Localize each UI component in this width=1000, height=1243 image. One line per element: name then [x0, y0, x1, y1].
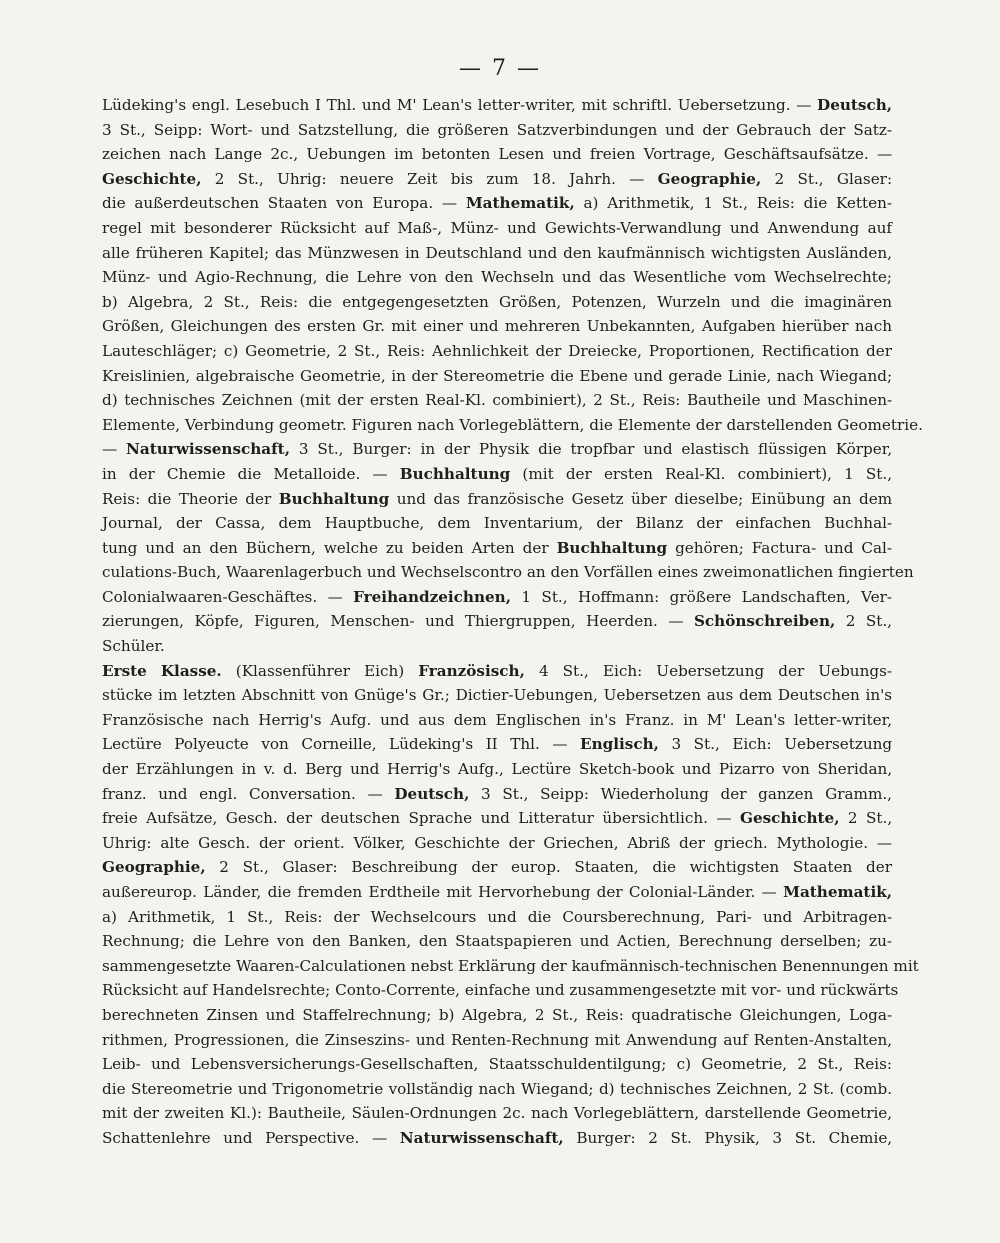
text-line: Rücksicht auf Handelsrechte; Conto-Corrente, einfache und zusammengesetzte mit vor- und rückwärts — [102, 981, 899, 1000]
text-line: Schüler. — [102, 637, 165, 656]
text-line: b) Algebra, 2 St., Reis: die entgegengesetzten Größen, Potenzen, Wurzeln und die imaginären — [102, 292, 893, 311]
text-line: Elemente, Verbindung geometr. Figuren nach Vorlegeblättern, die Elemente der darstellenden Geometrie. — [102, 415, 923, 434]
text-line: franz. und engl. Conversation. — Deutsch, 3 St., Seipp: Wiederholung der ganzen Gramm., — [102, 784, 892, 803]
text-line: Reis: die Theorie der Buchhaltung und das französische Gesetz über dieselbe; Einübung an dem — [102, 489, 893, 508]
text-line: 3 St., Seipp: Wort- und Satzstellung, die größeren Satzverbindungen und der Gebrauch der Satz- — [102, 120, 893, 139]
text-line: tung und an den Büchern, welche zu beiden Arten der Buchhaltung gehören; Factura- und Cal- — [102, 538, 893, 557]
text-line: d) technisches Zeichnen (mit der ersten Real-Kl. combiniert), 2 St., Reis: Bautheile und Maschinen- — [102, 391, 893, 410]
text-line: — Naturwissenschaft, 3 St., Burger: in der Physik die tropfbar und elastisch flüssigen Körper, — [102, 440, 893, 459]
text-line: Leib- und Lebensversicherungs-Gesellschaften, Staatsschuldentilgung; c) Geometrie, 2 St., Reis: — [102, 1055, 892, 1074]
text-line: in der Chemie die Metalloide. — Buchhaltung (mit der ersten Real-Kl. combiniert), 1 St., — [102, 464, 893, 483]
text-line: Lüdeking's engl. Lesebuch I Thl. und M' Lean's letter-writer, mit schriftl. Uebersetzung. — Deutsch, — [102, 96, 893, 114]
text-line: Kreislinien, algebraische Geometrie, in der Stereometrie die Ebene und gerade Linie, nach Wiegand; — [102, 366, 893, 385]
text-line: Lectüre Polyeucte von Corneille, Lüdeking's II Thl. — Englisch, 3 St., Eich: Uebersetzung — [102, 735, 893, 754]
text-line: die Stereometrie und Trigonometrie vollständig nach Wiegand; d) technisches Zeichnen, 2 St. (comb. — [102, 1079, 893, 1098]
text-line: stücke im letzten Abschnitt von Gnüge's Gr.; Dictier-Uebungen, Uebersetzen aus dem Deutschen in's — [102, 686, 893, 705]
text-line: alle früheren Kapitel; das Münzwesen in Deutschland und den kaufmännisch wichtigsten Ausländen, — [102, 243, 892, 262]
text-line: zeichen nach Lange 2c., Uebungen im betonten Lesen und freien Vortrage, Geschäftsaufsätze. — — [102, 145, 893, 164]
text-line: Lauteschläger; c) Geometrie, 2 St., Reis: Aehnlichkeit der Dreiecke, Proportionen, Rectification der — [102, 341, 893, 360]
text-line: Geschichte, 2 St., Uhrig: neuere Zeit bis zum 18. Jahrh. — Geographie, 2 St., Glaser: — [102, 169, 893, 188]
text-line: Colonialwaaren-Geschäftes. — Freihandzeichnen, 1 St., Hoffmann: größere Landschaften, Ver- — [102, 587, 892, 606]
text-line: zierungen, Köpfe, Figuren, Menschen- und Thiergruppen, Heerden. — Schönschreiben, 2 St., — [102, 612, 892, 631]
text-line: außereurop. Länder, die fremden Erdtheile mit Hervorhebung der Colonial-Länder. — Mathematik, — [102, 883, 893, 901]
text-line: Französische nach Herrig's Aufg. und aus dem Englischen in's Franz. in M' Lean's letter-writer, — [102, 710, 893, 729]
text-line: Größen, Gleichungen des ersten Gr. mit einer und mehreren Unbekannten, Aufgaben hierüber nach — [102, 317, 892, 336]
text-line: sammengesetzte Waaren-Calculationen nebst Erklärung der kaufmännisch-technischen Benennungen mit — [102, 956, 919, 975]
text-line: mit der zweiten Kl.): Bautheile, Säulen-Ordnungen 2c. nach Vorlegeblättern, darstellende Geometrie, — [102, 1104, 893, 1123]
text-line: Münz- und Agio-Rechnung, die Lehre von den Wechseln und das Wesentliche vom Wechselrechte; — [102, 268, 893, 287]
text-line: berechneten Zinsen und Staffelrechnung; b) Algebra, 2 St., Reis: quadratische Gleichungen, Loga- — [102, 1005, 893, 1024]
text-line: Erste Klasse. (Klassenführer Eich) Französisch, 4 St., Eich: Uebersetzung der Uebungs- — [102, 661, 893, 680]
text-line: Geographie, 2 St., Glaser: Beschreibung der europ. Staaten, die wichtigsten Staaten der — [102, 858, 892, 877]
text-line: Uhrig: alte Gesch. der orient. Völker, Geschichte der Griechen, Abriß der griech. Mythologie. — — [102, 833, 893, 852]
text-line: Schattenlehre und Perspective. — Naturwissenschaft, Burger: 2 St. Physik, 3 St. Chemie, — [102, 1128, 893, 1147]
text-line: rithmen, Progressionen, die Zinseszins- und Renten-Rechnung mit Anwendung auf Renten-Anstalten, — [102, 1030, 893, 1049]
text-line: die außerdeutschen Staaten von Europa. — Mathematik, a) Arithmetik, 1 St., Reis: die Ketten- — [102, 194, 893, 213]
text-line: culations-Buch, Waarenlagerbuch und Wechselscontro an den Vorfällen eines zweimonatlichen fingierten — [102, 563, 914, 582]
page-number: — 7 — — [459, 56, 541, 81]
text-line: regel mit besonderer Rücksicht auf Maß-, Münz- und Gewichts-Verwandlung und Anwendung auf — [102, 218, 893, 237]
text-line: Rechnung; die Lehre von den Banken, den Staatspapieren und Actien, Berechnung derselben; zu- — [102, 932, 893, 951]
text-line: freie Aufsätze, Gesch. der deutschen Sprache und Litteratur übersichtlich. — Geschichte, 2 St., — [102, 809, 893, 828]
text-line: Journal, der Cassa, dem Hauptbuche, dem Inventarium, der Bilanz der einfachen Buchhal- — [102, 514, 893, 533]
text-line: a) Arithmetik, 1 St., Reis: der Wechselcours und die Coursberechnung, Pari- und Arbitragen- — [102, 907, 893, 926]
body-text — [102, 93, 923, 1151]
text-line: der Erzählungen in v. d. Berg und Herrig's Aufg., Lectüre Sketch-book und Pizarro von Sheridan, — [102, 760, 893, 779]
